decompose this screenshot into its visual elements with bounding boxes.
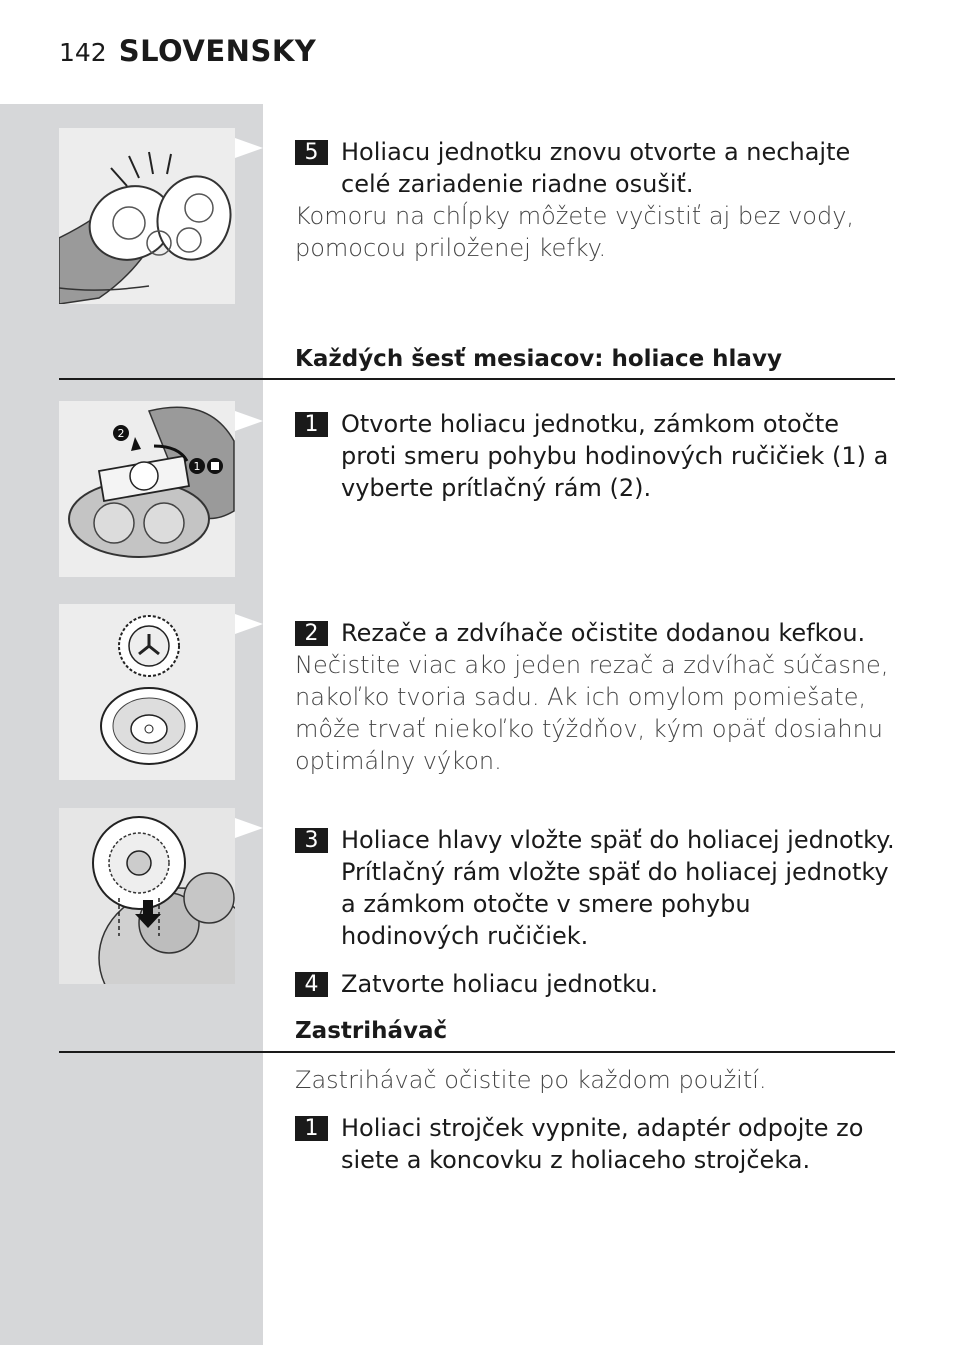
section-divider bbox=[59, 1051, 895, 1053]
step-number-badge: 1 bbox=[295, 412, 328, 437]
illustration-pointer bbox=[235, 138, 263, 158]
section1-step-1-block bbox=[295, 408, 895, 504]
step-note: Nečistite viac ako jeden rezač a zdvíhač súčasne, nakoľko tvoria sadu. Ak ich omylom pomiešate, môže trvať niekoľko týždňov, kým opäť dosiahnu optimálny výkon. bbox=[295, 651, 889, 775]
section1-step-3-block bbox=[295, 824, 895, 952]
step-5-block bbox=[295, 136, 895, 264]
illustration-cutter-and-guard bbox=[59, 604, 235, 780]
section1-step-3 bbox=[295, 824, 895, 952]
section-heading-shaving-heads: Každých šesť mesiacov: holiace hlavy bbox=[295, 346, 782, 372]
illustration-pointer bbox=[235, 411, 263, 431]
retaining-frame-drawing bbox=[59, 401, 235, 577]
step-text: Zatvorte holiacu jednotku. bbox=[341, 970, 659, 998]
illustration-pointer bbox=[235, 818, 263, 838]
badge-2-label: 2 bbox=[117, 427, 125, 440]
illustration-insert-shaving-heads bbox=[59, 808, 235, 984]
illustration-pointer bbox=[235, 614, 263, 634]
step-number-badge: 5 bbox=[295, 140, 328, 165]
badge-1-label: 1 bbox=[193, 460, 201, 473]
section1-step-2-block bbox=[295, 617, 895, 777]
language-title: SLOVENSKY bbox=[118, 34, 317, 68]
step-text: Holiaci strojček vypnite, adaptér odpojte zo siete a koncovku z holiaceho strojčeka. bbox=[341, 1114, 864, 1174]
step-number-badge: 4 bbox=[295, 972, 328, 997]
page-number: 142 bbox=[59, 38, 107, 67]
section1-step-1 bbox=[295, 408, 895, 504]
section-heading-trimmer: Zastrihávač bbox=[295, 1018, 448, 1044]
step-5 bbox=[295, 136, 895, 200]
cutter-and-guard-drawing bbox=[59, 604, 235, 780]
step-note: Komoru na chĺpky môžete vyčistiť aj bez vody, pomocou priloženej kefky. bbox=[295, 202, 855, 262]
step-text: Rezače a zdvíhače očistite dodanou kefkou. bbox=[341, 619, 866, 647]
lock-icon bbox=[211, 462, 219, 470]
step-text: Holiacu jednotku znovu otvorte a nechajte celé zariadenie riadne osušiť. bbox=[341, 138, 851, 198]
section2-step-1-block bbox=[295, 1112, 895, 1176]
page-header bbox=[59, 34, 316, 74]
illustration-open-shaving-unit bbox=[59, 128, 235, 304]
section1-step-2 bbox=[295, 617, 895, 649]
step-text: Holiace hlavy vložte späť do holiacej jednotky. Prítlačný rám vložte späť do holiacej jednotky a zámkom otočte v smere pohybu hodinových ručičiek. bbox=[341, 826, 895, 950]
step-number-badge: 3 bbox=[295, 828, 328, 853]
section-divider bbox=[59, 378, 895, 380]
section2-step-1 bbox=[295, 1112, 895, 1176]
step-text: Otvorte holiacu jednotku, zámkom otočte proti smeru pohybu hodinových ručičiek (1) a vyberte prítlačný rám (2). bbox=[341, 410, 889, 502]
step-number-badge: 1 bbox=[295, 1116, 328, 1141]
trimmer-intro: Zastrihávač očistite po každom použití. bbox=[295, 1066, 767, 1094]
insert-shaving-heads-drawing bbox=[59, 808, 235, 984]
trimmer-intro-block bbox=[295, 1064, 895, 1096]
open-shaving-unit-drawing bbox=[59, 128, 235, 304]
step-number-badge: 2 bbox=[295, 621, 328, 646]
section1-step-4-block bbox=[295, 968, 895, 1000]
section1-step-4 bbox=[295, 968, 895, 1000]
illustration-remove-retaining-frame bbox=[59, 401, 235, 577]
